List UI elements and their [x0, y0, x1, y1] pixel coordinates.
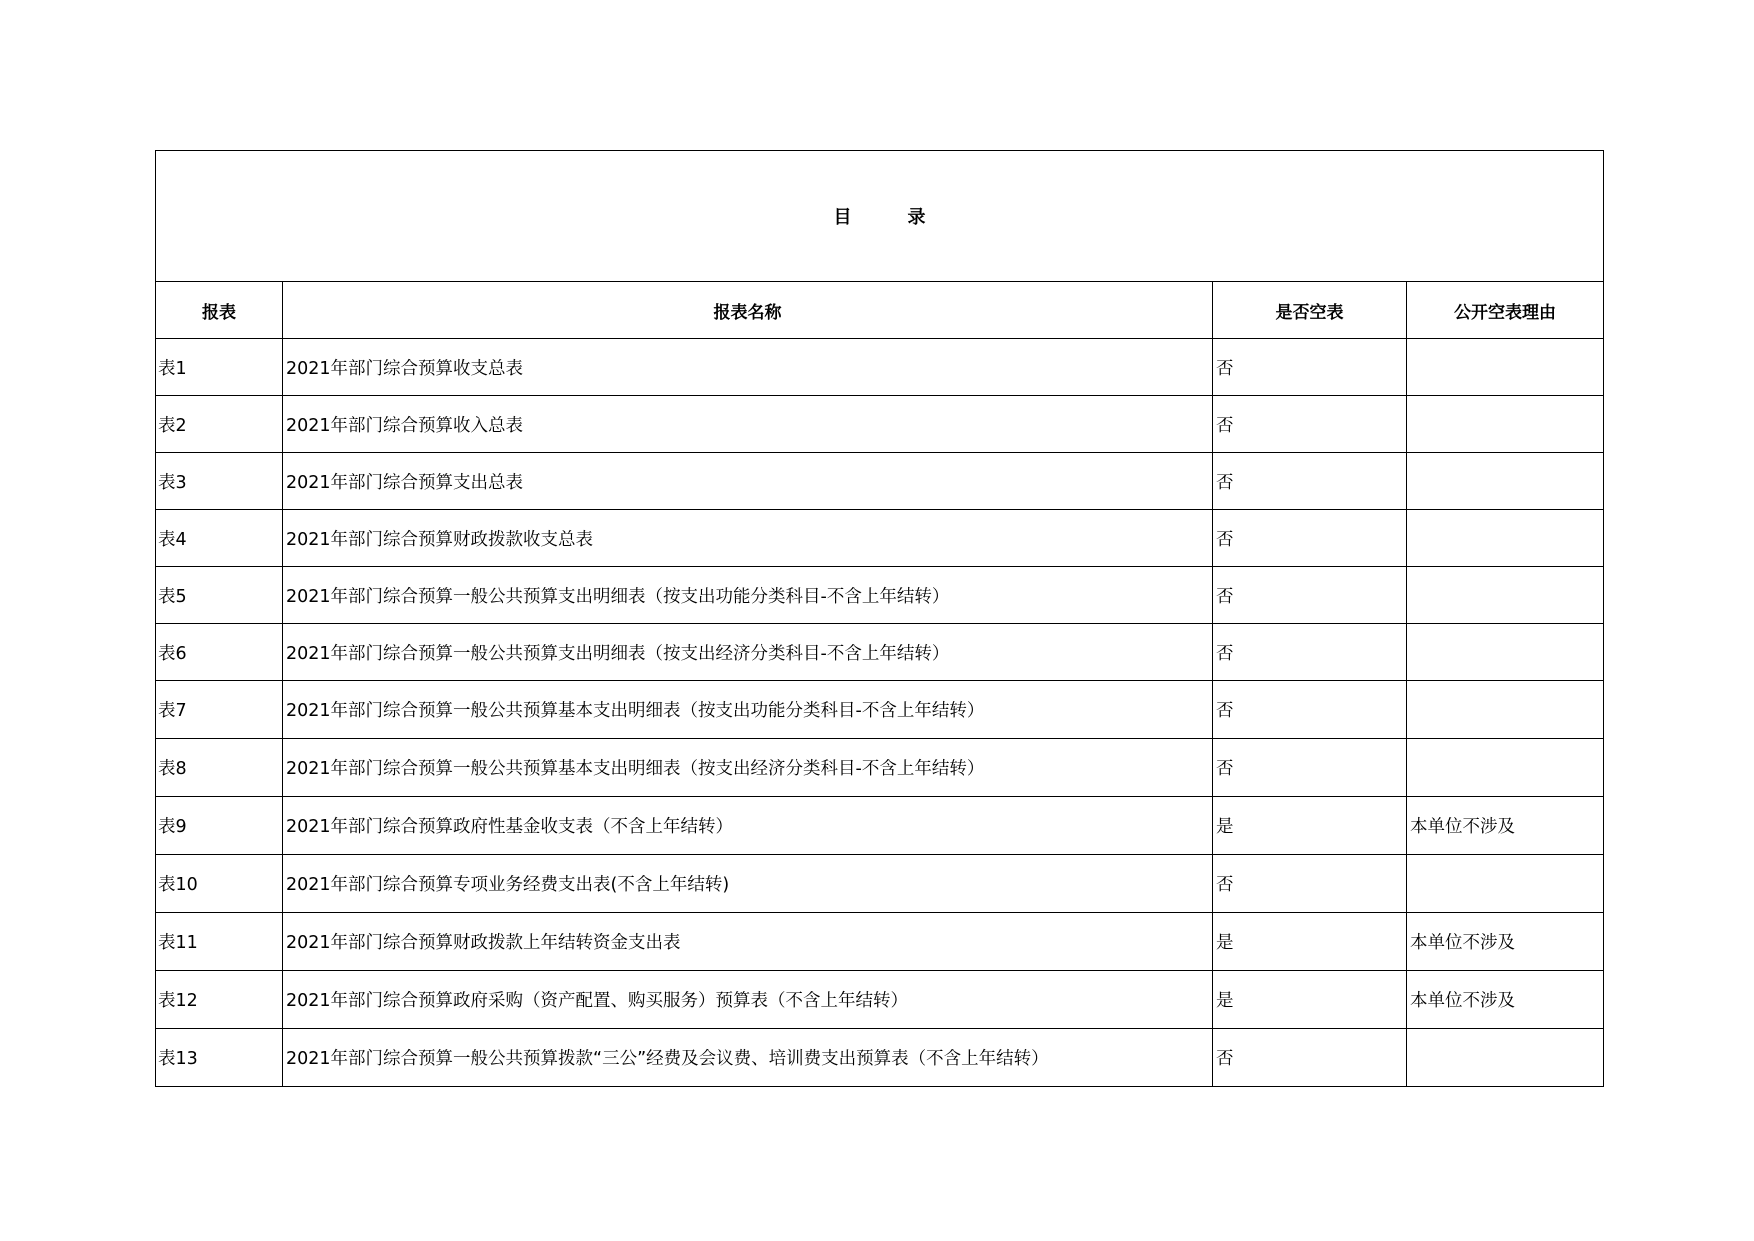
cell-name: 2021年部门综合预算一般公共预算拨款“三公”经费及会议费、培训费支出预算表（不含上年结转）	[283, 1029, 1213, 1087]
header-code: 报表	[156, 282, 283, 339]
table-row	[156, 624, 1604, 681]
cell-is-empty: 否	[1213, 1029, 1407, 1087]
table-row	[156, 396, 1604, 453]
cell-code: 表8	[156, 739, 283, 797]
cell-code: 表11	[156, 913, 283, 971]
cell-name: 2021年部门综合预算一般公共预算支出明细表（按支出功能分类科目-不含上年结转）	[283, 567, 1213, 624]
cell-reason	[1407, 396, 1604, 453]
cell-reason	[1407, 624, 1604, 681]
page-title	[156, 151, 1604, 282]
header-is-empty: 是否空表	[1213, 282, 1407, 339]
cell-is-empty: 否	[1213, 855, 1407, 913]
table-row	[156, 681, 1604, 739]
cell-reason	[1407, 1029, 1604, 1087]
table-body	[156, 339, 1604, 1087]
title-part-1: 目	[833, 207, 852, 228]
catalog-table	[155, 150, 1604, 1087]
table-row	[156, 971, 1604, 1029]
cell-name: 2021年部门综合预算专项业务经费支出表(不含上年结转)	[283, 855, 1213, 913]
cell-name: 2021年部门综合预算一般公共预算支出明细表（按支出经济分类科目-不含上年结转）	[283, 624, 1213, 681]
table-row	[156, 339, 1604, 396]
cell-is-empty: 否	[1213, 396, 1407, 453]
cell-name: 2021年部门综合预算一般公共预算基本支出明细表（按支出功能分类科目-不含上年结转）	[283, 681, 1213, 739]
cell-name: 2021年部门综合预算收入总表	[283, 396, 1213, 453]
header-reason: 公开空表理由	[1407, 282, 1604, 339]
cell-code: 表2	[156, 396, 283, 453]
cell-code: 表5	[156, 567, 283, 624]
table-row	[156, 567, 1604, 624]
cell-reason	[1407, 339, 1604, 396]
cell-is-empty: 否	[1213, 739, 1407, 797]
table-row	[156, 797, 1604, 855]
cell-name: 2021年部门综合预算一般公共预算基本支出明细表（按支出经济分类科目-不含上年结转）	[283, 739, 1213, 797]
cell-reason	[1407, 510, 1604, 567]
cell-is-empty: 是	[1213, 913, 1407, 971]
cell-reason	[1407, 855, 1604, 913]
cell-name: 2021年部门综合预算财政拨款收支总表	[283, 510, 1213, 567]
table-row	[156, 453, 1604, 510]
cell-reason	[1407, 453, 1604, 510]
cell-reason: 本单位不涉及	[1407, 913, 1604, 971]
cell-code: 表12	[156, 971, 283, 1029]
cell-is-empty: 否	[1213, 624, 1407, 681]
title-row	[156, 151, 1604, 282]
cell-code: 表9	[156, 797, 283, 855]
cell-reason: 本单位不涉及	[1407, 797, 1604, 855]
cell-code: 表6	[156, 624, 283, 681]
cell-name: 2021年部门综合预算财政拨款上年结转资金支出表	[283, 913, 1213, 971]
table-row	[156, 739, 1604, 797]
cell-is-empty: 否	[1213, 681, 1407, 739]
cell-is-empty: 否	[1213, 510, 1407, 567]
cell-name: 2021年部门综合预算政府采购（资产配置、购买服务）预算表（不含上年结转）	[283, 971, 1213, 1029]
header-name: 报表名称	[283, 282, 1213, 339]
cell-is-empty: 否	[1213, 567, 1407, 624]
header-row	[156, 282, 1604, 339]
cell-is-empty: 否	[1213, 453, 1407, 510]
table-row	[156, 1029, 1604, 1087]
cell-name: 2021年部门综合预算支出总表	[283, 453, 1213, 510]
table-row	[156, 855, 1604, 913]
cell-code: 表3	[156, 453, 283, 510]
cell-reason	[1407, 681, 1604, 739]
cell-code: 表7	[156, 681, 283, 739]
cell-reason	[1407, 739, 1604, 797]
cell-name: 2021年部门综合预算政府性基金收支表（不含上年结转）	[283, 797, 1213, 855]
cell-is-empty: 是	[1213, 797, 1407, 855]
cell-code: 表1	[156, 339, 283, 396]
cell-code: 表10	[156, 855, 283, 913]
title-part-2: 录	[907, 207, 926, 228]
table-row	[156, 510, 1604, 567]
table-row	[156, 913, 1604, 971]
cell-code: 表4	[156, 510, 283, 567]
cell-code: 表13	[156, 1029, 283, 1087]
cell-is-empty: 否	[1213, 339, 1407, 396]
cell-reason	[1407, 567, 1604, 624]
cell-is-empty: 是	[1213, 971, 1407, 1029]
cell-reason: 本单位不涉及	[1407, 971, 1604, 1029]
cell-name: 2021年部门综合预算收支总表	[283, 339, 1213, 396]
